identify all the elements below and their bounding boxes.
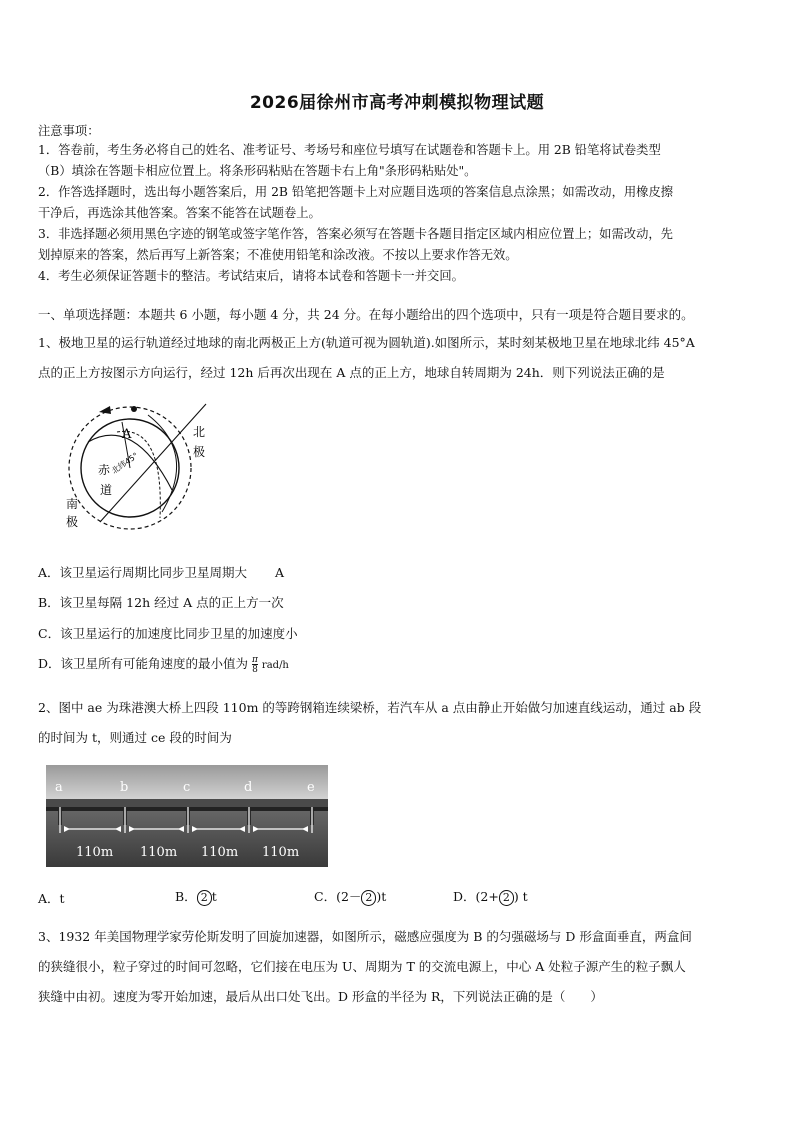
q2-stem: 2、图中 ae 为珠港澳大桥上四段 110m 的等跨钢箱连续梁桥，若汽车从 a 点由静止开始做匀加速直线运动，通过 ab 段 (38, 700, 702, 715)
notice-line: 4．考生必须保证答题卡的整洁。考试结束后，请将本试卷和答题卡一并交回。 (38, 269, 464, 283)
q2-option-b: B． 2 t (175, 889, 217, 904)
satellite-dot (131, 406, 137, 412)
notice-line: 2．作答选择题时，选出每小题答案后，用 2B 铅笔把答题卡上对应题目选项的答案信息点涂黑；如需改动，用橡皮擦 (38, 185, 674, 199)
direction-arrow (99, 406, 111, 414)
meridian-curve (117, 431, 160, 518)
sqrt-symbol: 2 (361, 890, 376, 906)
q1-stem: 点的正上方按图示方向运行，经过 12h 后再次出现在 A 点的正上方，地球自转周期为 24h．则下列说法正确的是 (38, 365, 665, 380)
point-label: d (244, 780, 253, 795)
point-label: a (55, 780, 63, 795)
bridge-photo (46, 765, 328, 867)
notice-line: 3．非选择题必须用黑色字迹的钢笔或签字笔作答，答案必须写在答题卡各题目指定区域内相应位置上；如需改动，先 (38, 227, 673, 241)
span-label: 110m (140, 845, 178, 860)
point-label: e (307, 780, 315, 795)
notice-line: 1．答卷前，考生务必将自己的姓名、准考证号、考场号和座位号填写在试题卷和答题卡上。用 2B 铅笔将试卷类型 (38, 143, 661, 157)
q3-stem: 3、1932 年美国物理学家劳伦斯发明了回旋加速器，如图所示，磁感应强度为 B 的匀强磁场与 D 形盒面垂直，两盒间 (38, 929, 692, 944)
polar-satellite-figure (52, 398, 222, 538)
q2-stem: 的时间为 t，则通过 ce 段的时间为 (38, 730, 232, 745)
q1-option-b: B．该卫星每隔 12h 经过 A 点的正上方一次 (38, 595, 284, 610)
q1-option-d: D．该卫星所有可能角速度的最小值为 $\frac{\pi}{8} rad/h$ (38, 654, 289, 675)
q2-option-c: C．(2－ 2 )t (314, 889, 387, 904)
label-south: 极 (66, 515, 79, 529)
q2-option-d: D．(2+ 2 ) t (453, 889, 528, 904)
page-title: 2026届徐州市高考冲刺模拟物理试题 (249, 93, 545, 113)
label-latitude: 北纬45° (109, 450, 140, 476)
notice-heading: 注意事项： (38, 124, 100, 138)
fraction: $\frac{\pi}{8}$ (252, 654, 258, 675)
q3-stem: 狭缝中由初。速度为零开始加速，最后从出口处飞出。D 形盒的半径为 R，下列说法正确的是（ ） (38, 989, 603, 1004)
sqrt-symbol: 2 (499, 890, 514, 906)
q1-stem: 1、极地卫星的运行轨道经过地球的南北两极正上方(轨道可视为圆轨道).如图所示，某时刻某极地卫星在地球北纬 45°A (38, 335, 695, 350)
notice-line: （B）填涂在答题卡相应位置上。将条形码粘贴在答题卡右上角"条形码粘贴处"。 (38, 164, 477, 178)
q1-option-c: C．该卫星运行的加速度比同步卫星的加速度小 (38, 626, 298, 641)
span-label: 110m (201, 845, 239, 860)
sqrt-symbol: 2 (197, 890, 212, 906)
label-north: 北 (193, 425, 206, 439)
label-equator: 道 (100, 483, 113, 497)
section-heading: 一、单项选择题：本题共 6 小题，每小题 4 分，共 24 分。在每小题给出的四个选项中，只有一项是符合题目要求的。 (38, 307, 694, 322)
q1-option-a: A．该卫星运行周期比同步卫星周期大 A (38, 565, 285, 580)
notice-line: 干净后，再选涂其他答案。答案不能答在试题卷上。 (38, 206, 321, 220)
label-equator: 赤 (98, 463, 111, 477)
label-north: 极 (193, 445, 206, 459)
point-label: b (120, 780, 129, 795)
label-a: A (122, 427, 132, 442)
span-label: 110m (76, 845, 114, 860)
q3-stem: 的狭缝很小，粒子穿过的时间可忽略，它们接在电压为 U、周期为 T 的交流电源上，中心 A 处粒子源产生的粒子飘人 (38, 959, 686, 974)
q2-option-a: A．t (38, 891, 65, 906)
span-label: 110m (262, 845, 300, 860)
point-label: c (183, 780, 191, 795)
notice-line: 划掉原来的答案，然后再写上新答案；不准使用铅笔和涂改液。不按以上要求作答无效。 (38, 248, 518, 262)
label-south: 南 (66, 497, 79, 511)
